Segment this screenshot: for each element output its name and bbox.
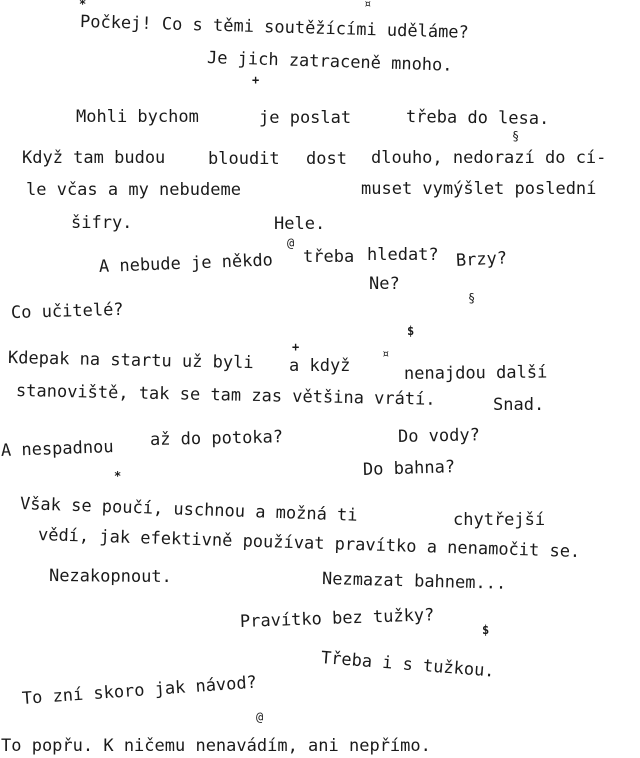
text-line: třeba xyxy=(303,247,355,267)
asterisk-mark: * xyxy=(114,469,122,483)
text-line: stanoviště, tak se tam zas většina vrátí. xyxy=(15,381,436,410)
text-line: le včas a my nebudeme xyxy=(26,180,241,200)
text-line: šifry. xyxy=(71,213,133,233)
text-line: Nezakopnout. xyxy=(48,566,172,588)
at-mark: @ xyxy=(287,236,295,250)
at-mark: @ xyxy=(256,710,264,724)
text-line: muset vymýšlet poslední xyxy=(361,179,597,199)
text-line: Co učitelé? xyxy=(10,299,124,323)
text-line: dost xyxy=(306,149,347,169)
text-line: Kdepak na startu už byli xyxy=(7,348,254,374)
text-line: Ne? xyxy=(369,274,400,294)
dollar-mark: $ xyxy=(407,324,415,338)
text-line: A nespadnou xyxy=(0,437,114,461)
text-line: třeba do lesa. xyxy=(405,107,550,129)
text-line: Brzy? xyxy=(455,248,508,271)
text-line: hledat? xyxy=(367,245,439,265)
text-line: až do potoka? xyxy=(149,427,284,450)
currency-mark: ¤ xyxy=(382,347,390,361)
text-line: a když xyxy=(289,356,351,376)
asterisk-mark: * xyxy=(79,0,87,11)
text-line: Do bahna? xyxy=(362,457,456,480)
plus-mark: + xyxy=(252,73,260,87)
text-line: Počkej! Co s těmi soutěžícími uděláme? xyxy=(79,12,470,43)
text-line: je poslat xyxy=(259,108,352,128)
text-line: dlouho, nedorazí do cí- xyxy=(371,148,607,168)
text-line: vědí, jak efektivně používat pravítko a nenamočit se. xyxy=(37,525,581,563)
text-line: chytřejší xyxy=(453,510,546,530)
currency-mark: ¤ xyxy=(364,0,372,11)
text-line: Nezmazat bahnem... xyxy=(321,569,507,594)
text-line: Třeba i s tužkou. xyxy=(320,648,496,682)
text-line: Je jich zatraceně mnoho. xyxy=(206,48,453,76)
text-line: Když tam budou xyxy=(22,148,166,168)
text-line: A nebude je někdo xyxy=(98,250,274,277)
text-line: Pravítko bez tužky? xyxy=(239,605,435,632)
text-line: Do vody? xyxy=(397,425,481,447)
text-line: Však se poučí, uschnou a možná ti xyxy=(19,494,358,526)
text-line: nenajdou další xyxy=(403,362,548,384)
dollar-mark: $ xyxy=(482,623,490,637)
text-line: bloudit xyxy=(208,149,280,169)
text-line: Mohli bychom xyxy=(76,107,199,127)
text-line: Snad. xyxy=(493,395,545,415)
plus-mark: + xyxy=(292,340,300,354)
text-line: To zní skoro jak návod? xyxy=(21,672,258,709)
section-mark: § xyxy=(512,129,520,143)
section-mark: § xyxy=(468,291,476,305)
text-line: To popřu. K ničemu nenavádím, ani nepřímo. xyxy=(1,736,431,756)
text-line: Hele. xyxy=(274,214,326,234)
